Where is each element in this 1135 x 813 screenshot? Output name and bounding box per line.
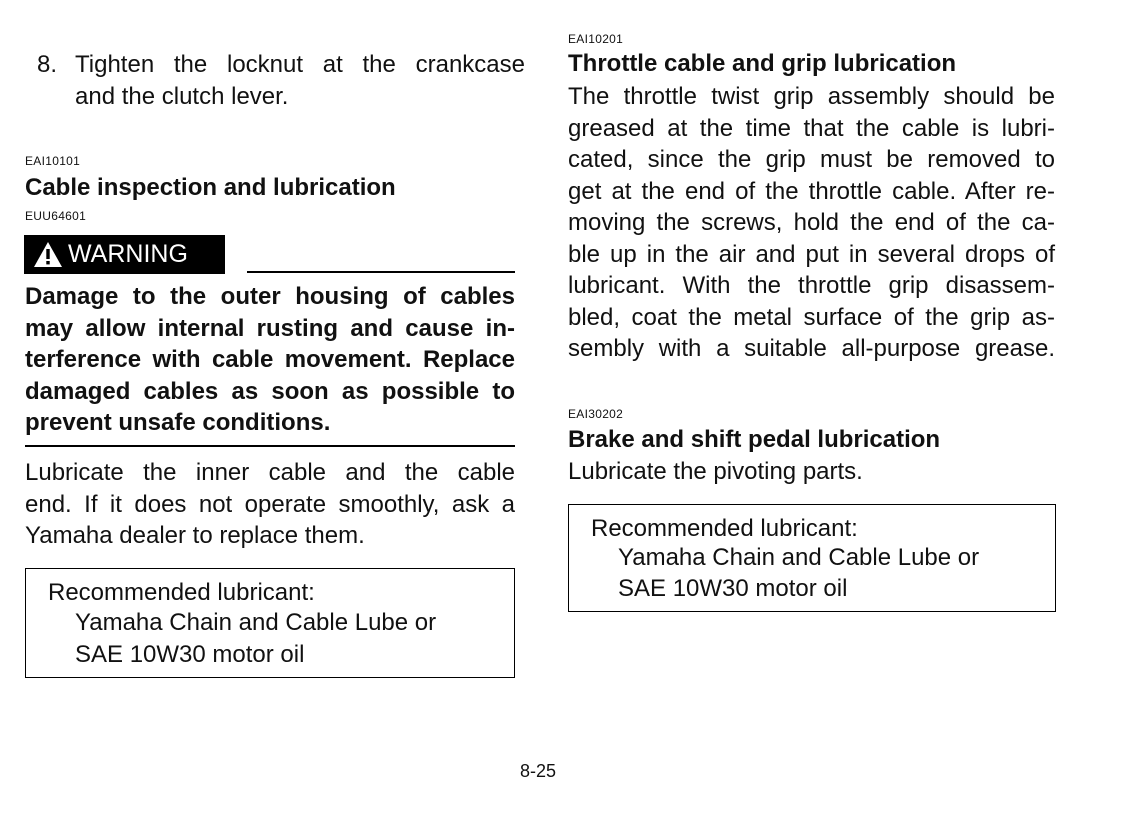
section-code: EAI10101	[25, 154, 81, 168]
warning-divider	[247, 271, 515, 273]
cable-body-text: Lubricate the inner cable and the cable end. If it does not operate smoothly, ask a Yamaha dealer to replace them.	[25, 459, 515, 549]
pedal-body-text: Lubricate the pivoting parts.	[568, 458, 863, 485]
warning-text: Damage to the outer housing of cables may allow internal rusting and cause in- terference with cable movement. Replace damaged cables as soon as possible to prevent unsafe conditions.	[25, 283, 515, 436]
warning-label: WARNING	[68, 240, 188, 268]
lubricant-label: Recommended lubricant:	[48, 579, 315, 606]
section-heading: Brake and shift pedal lubrication	[568, 426, 941, 453]
warning-code: EUU64601	[25, 209, 87, 223]
lubricant-item: Yamaha Chain and Cable Lube or	[618, 544, 980, 571]
section-code: EAI30202	[568, 407, 624, 421]
lubricant-item: SAE 10W30 motor oil	[75, 641, 305, 668]
section-heading: Throttle cable and grip lubrication	[568, 50, 957, 77]
lubricant-item: SAE 10W30 motor oil	[618, 575, 848, 602]
step-number: 8.	[37, 51, 58, 78]
section-code: EAI10201	[568, 32, 624, 46]
lubricant-box	[25, 568, 515, 678]
warning-triangle-icon	[33, 241, 63, 268]
lubricant-item: Yamaha Chain and Cable Lube or	[75, 609, 437, 636]
throttle-body-text: The throttle twist grip assembly should be greased at the time that the cable is lubri- cated, since the grip must be removed to get at the end of the throttle cable. After re- moving the screws, hold the end of the ca- ble up in the air and put in several drops of lubricant. With the throttle grip disassem- bled, coat the metal surface of the grip as- sembly with a suitable all-purpose grease.	[568, 83, 1055, 362]
page-number: 8-25	[520, 761, 557, 781]
lubricant-label: Recommended lubricant:	[591, 515, 858, 542]
lubricant-box	[568, 504, 1056, 612]
warning-bottom-divider	[25, 445, 515, 447]
warning-badge	[25, 236, 224, 273]
section-heading: Cable inspection and lubrication	[25, 174, 396, 201]
step-text: Tighten the locknut at the crankcase and the clutch lever.	[75, 51, 525, 110]
